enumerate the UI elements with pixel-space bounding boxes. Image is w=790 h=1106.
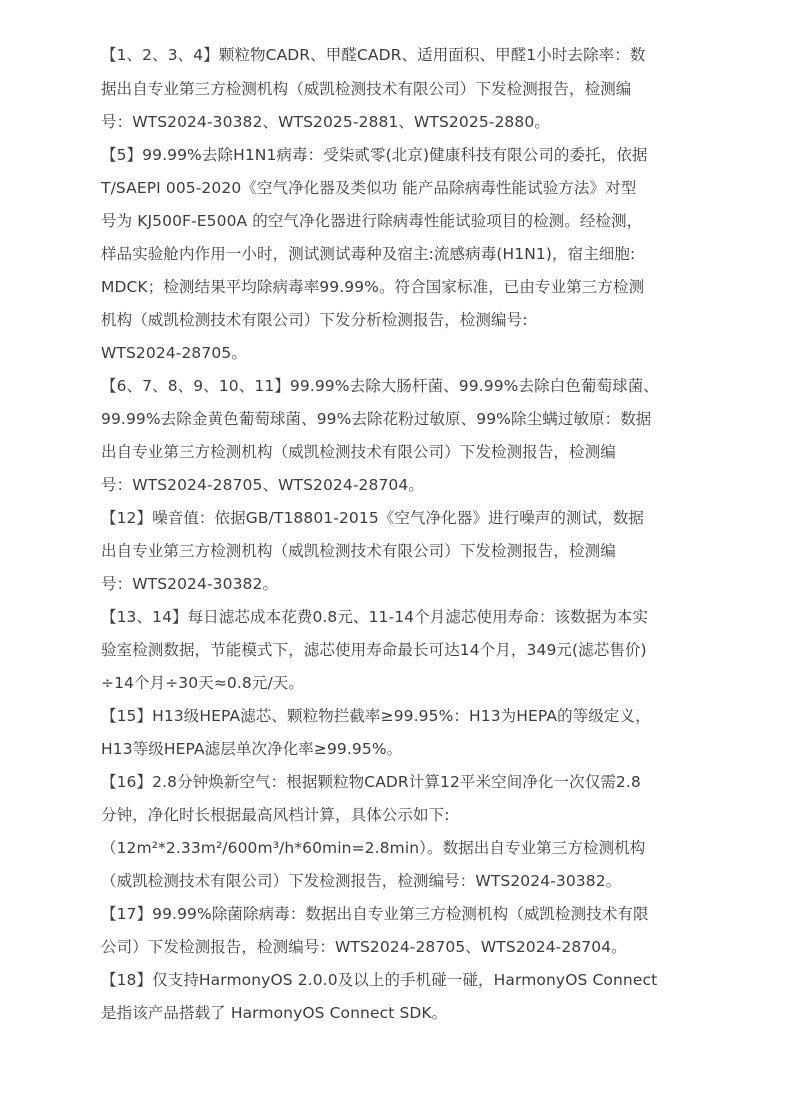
footnote-line: （12m²*2.33m²/600m³/h*60min=2.8min）。数据出自专业第三方检测机构 — [101, 839, 646, 857]
footnote-line: 机构（威凯检测技术有限公司）下发分析检测报告，检测编号: — [101, 311, 528, 329]
footnote-line: 【5】99.99%去除H1N1病毒：受柒贰零(北京)健康科技有限公司的委托，依据 — [101, 146, 648, 164]
footnote-line: WTS2024-28705。 — [101, 344, 247, 362]
footnote-line: 公司）下发检测报告，检测编号：WTS2024-28705、WTS2024-28704。 — [101, 938, 627, 956]
footnote-line: 【15】H13级HEPA滤芯、颗粒物拦截率≥99.95%：H13为HEPA的等级定义， — [101, 707, 651, 725]
footnote-line: 出自专业第三方检测机构（威凯检测技术有限公司）下发检测报告，检测编 — [101, 443, 616, 461]
footnote-line: 分钟，净化时长根据最高风档计算，具体公示如下: — [101, 806, 450, 824]
footnote-line: 【1、2、3、4】颗粒物CADR、甲醛CADR、适用面积、甲醛1小时去除率：数 — [101, 46, 646, 64]
footnote-line: 号：WTS2024-30382、WTS2025-2881、WTS2025-2880。 — [101, 113, 550, 131]
footnote-line: ÷14个月÷30天≈0.8元/天。 — [101, 674, 304, 692]
footnote-line: 【16】2.8分钟焕新空气：根据颗粒物CADR计算12平米空间净化一次仅需2.8 — [101, 773, 641, 791]
footnote-line: MDCK；检测结果平均除病毒率99.99%。符合国家标准，已由专业第三方检测 — [101, 278, 645, 296]
footnote-line: 【12】噪音值：依据GB/T18801-2015《空气净化器》进行噪声的测试，数据 — [101, 509, 645, 527]
footnote-line: T/SAEPI 005-2020《空气净化器及类似功 能产品除病毒性能试验方法》对型 — [101, 179, 637, 197]
footnote-line: 样品实验舱内作用一小时，测试测试毒种及宿主:流感病毒(H1N1)，宿主细胞: — [101, 245, 636, 263]
footnote-line: 出自专业第三方检测机构（威凯检测技术有限公司）下发检测报告，检测编 — [101, 542, 616, 560]
footnote-line: 号：WTS2024-28705、WTS2024-28704。 — [101, 476, 424, 494]
footnote-line: 【17】99.99%除菌除病毒：数据出自专业第三方检测机构（威凯检测技术有限 — [101, 905, 649, 923]
footnote-line: 验室检测数据，节能模式下，滤芯使用寿命最长可达14个月，349元(滤芯售价) — [101, 641, 647, 659]
footnote-line: 据出自专业第三方检测机构（威凯检测技术有限公司）下发检测报告，检测编 — [101, 80, 632, 98]
footnote-line: 号：WTS2024-30382。 — [101, 575, 279, 593]
footnote-line: 【6、7、8、9、10、11】99.99%去除大肠杆菌、99.99%去除白色葡萄球菌、 — [101, 377, 659, 395]
footnote-line: H13等级HEPA滤层单次净化率≥99.95%。 — [101, 740, 403, 758]
footnote-line: 号为 KJ500F-E500A 的空气净化器进行除病毒性能试验项目的检测。经检测， — [101, 212, 643, 230]
footnote-line: 是指该产品搭载了 HarmonyOS Connect SDK。 — [101, 1004, 448, 1022]
footnote-line: 99.99%去除金黄色葡萄球菌、99%去除花粉过敏原、99%除尘螨过敏原：数据 — [101, 410, 652, 428]
footnote-line: 【18】仅支持HarmonyOS 2.0.0及以上的手机碰一碰，HarmonyOS Connect — [101, 971, 658, 989]
footnote-line: 【13、14】每日滤芯成本花费0.8元、11-14个月滤芯使用寿命：该数据为本实 — [101, 608, 649, 626]
footnote-line: （威凯检测技术有限公司）下发检测报告，检测编号：WTS2024-30382。 — [101, 872, 622, 890]
